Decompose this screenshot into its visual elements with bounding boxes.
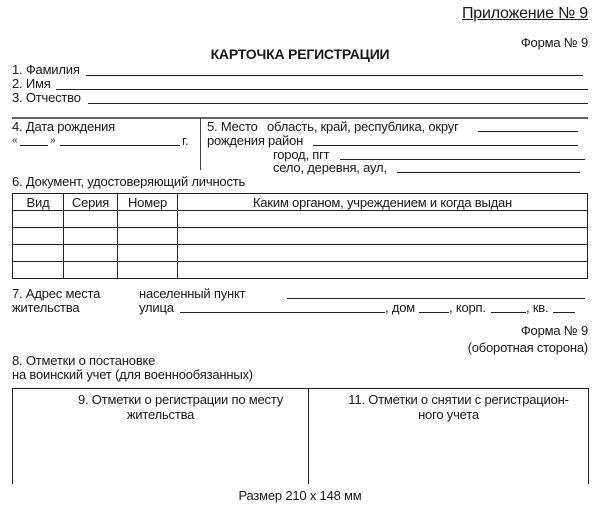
registration-title: 9. Отметки о регистрации по месту — [77, 392, 284, 407]
table-cell[interactable] — [118, 245, 178, 262]
deregistration-title-2: ного учета — [418, 407, 479, 422]
birth-village-label: село, деревня, аул, — [273, 160, 387, 175]
birth-region-label: область, край, республика, округ — [267, 119, 459, 134]
military-label: 8. Отметки о постановке — [12, 353, 156, 368]
birth-district-field[interactable] — [313, 145, 578, 146]
table-cell[interactable] — [118, 262, 178, 279]
name-label: 2. Имя — [12, 76, 51, 91]
table-cell[interactable] — [118, 211, 178, 228]
address-label-2: жительства — [12, 300, 80, 315]
document-label: 6. Документ, удостоверяющий личность — [12, 174, 246, 189]
building-label: , корп. — [449, 300, 486, 315]
table-header-row — [13, 194, 588, 211]
birth-month-year-field[interactable] — [60, 145, 180, 146]
registration-title-2: жительства — [126, 407, 195, 422]
table-cell[interactable] — [64, 245, 118, 262]
quote-close: » — [50, 135, 56, 146]
surname-field[interactable] — [86, 75, 583, 76]
table-cell[interactable] — [64, 228, 118, 245]
quote-open: « — [12, 135, 18, 146]
back-side-label: (оборотная сторона) — [467, 340, 588, 355]
registration-section — [13, 392, 308, 422]
name-field[interactable] — [56, 89, 588, 90]
birth-region-field[interactable] — [478, 131, 578, 132]
settlement-label: населенный пункт — [139, 286, 246, 301]
table-cell[interactable] — [13, 262, 64, 279]
table-cell[interactable] — [13, 245, 64, 262]
table-cell[interactable] — [13, 211, 64, 228]
table-cell[interactable] — [178, 245, 588, 262]
patronymic-label: 3. Отчество — [12, 90, 81, 105]
appendix-label: Приложение № 9 — [462, 5, 588, 22]
year-suffix: г. — [182, 133, 189, 148]
birth-day-field[interactable] — [20, 145, 48, 146]
back-form-number: Форма № 9 — [520, 323, 588, 338]
form-number: Форма № 9 — [520, 35, 588, 50]
apartment-label: , кв. — [526, 300, 549, 315]
table-cell[interactable] — [178, 211, 588, 228]
birth-date-label: 4. Дата рождения — [12, 119, 115, 134]
document-table — [12, 193, 588, 279]
table-row — [13, 245, 588, 262]
street-field[interactable] — [180, 312, 385, 313]
size-note: Размер 210 х 148 мм — [238, 488, 362, 503]
table-row — [13, 211, 588, 228]
table-row — [13, 228, 588, 245]
birth-village-field[interactable] — [397, 172, 580, 173]
column-header: Серия — [64, 194, 118, 211]
table-cell[interactable] — [178, 262, 588, 279]
registration-marks-box — [12, 388, 589, 484]
patronymic-field[interactable] — [88, 103, 588, 104]
address-label: 7. Адрес места — [12, 286, 101, 301]
apartment-field[interactable] — [553, 312, 575, 313]
table-cell[interactable] — [64, 262, 118, 279]
column-divider — [200, 118, 201, 170]
street-label: улица — [139, 300, 174, 315]
deregistration-section — [309, 392, 588, 422]
table-cell[interactable] — [64, 211, 118, 228]
column-header: Каким органом, учреждением и когда выдан — [178, 194, 588, 211]
birth-place-label: 5. Место — [207, 119, 258, 134]
deregistration-title: 11. Отметки о снятии с регистрацион- — [348, 392, 569, 407]
birth-place-label-2: рождения — [207, 133, 265, 148]
settlement-field[interactable] — [287, 298, 585, 299]
table-cell[interactable] — [178, 228, 588, 245]
military-label-2: на воинский учет (для военнообязанных) — [12, 367, 253, 382]
birth-district-label: район — [268, 133, 304, 148]
building-field[interactable] — [491, 312, 526, 313]
column-header: Номер — [118, 194, 178, 211]
table-row — [13, 262, 588, 279]
house-label: , дом — [385, 300, 415, 315]
house-field[interactable] — [419, 312, 449, 313]
surname-label: 1. Фамилия — [12, 62, 80, 77]
table-cell[interactable] — [13, 228, 64, 245]
birth-city-label: город, пгт — [273, 147, 330, 162]
table-cell[interactable] — [118, 228, 178, 245]
column-header: Вид — [13, 194, 64, 211]
card-title: КАРТОЧКА РЕГИСТРАЦИИ — [210, 46, 390, 62]
